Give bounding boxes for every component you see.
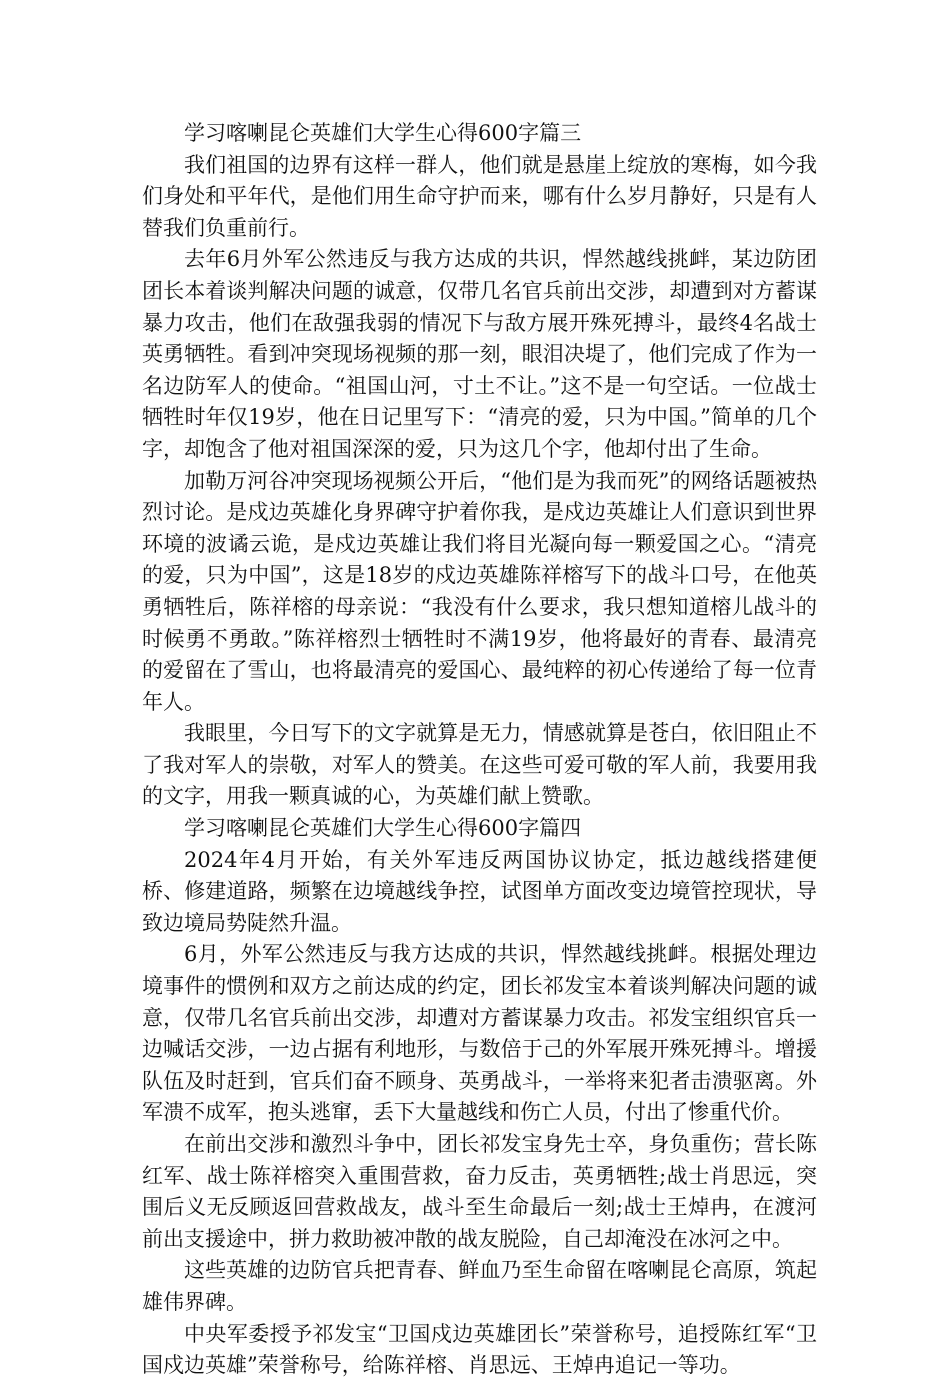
section-heading: 学习喀喇昆仑英雄们大学生心得600字篇四: [184, 816, 582, 841]
paragraph: 去年6月外军公然违反与我方达成的共识，悍然越线挑衅，某边防团团长本着谈判解决问题的诚意，仅带几名官兵前出交涉，却遭到对方蓄谋暴力攻击，他们在敌强我弱的情况下与敌方展开殊死搏斗，最终4名战士英勇牺牲。看到冲突现场视频的那一刻，眼泪决堤了，他们完成了作为一名边防军人的使命。“祖国山河，寸土不让。”这不是一句空话。一位战士牺牲时年仅19岁，他在日记里写下：“清亮的爱，只为中国。”简单的几个字，却饱含了他对祖国深深的爱，只为这几个字，他却付出了生命。: [142, 247, 817, 461]
paragraph: 我眼里，今日写下的文字就算是无力，情感就算是苍白，依旧阻止不了我对军人的崇敬，对军人的赞美。在这些可爱可敬的军人前，我要用我的文字，用我一颗真诚的心，为英雄们献上赞歌。: [142, 721, 817, 809]
section-heading: 学习喀喇昆仑英雄们大学生心得600字篇三: [184, 121, 582, 145]
paragraph: 我们祖国的边界有这样一群人，他们就是悬崖上绽放的寒梅，如今我们身处和平年代，是他们用生命守护而来，哪有什么岁月静好，只是有人替我们负重前行。: [142, 152, 817, 240]
section-three: [142, 118, 817, 813]
paragraph: 在前出交涉和激烈斗争中，团长祁发宝身先士卒，身负重伤；营长陈红军、战士陈祥榕突入重围营救，奋力反击，英勇牺牲;战士肖思远，突围后义无反顾返回营救战友，战斗至生命最后一刻;战士王焯冉，在渡河前出支援途中，拼力救助被冲散的战友脱险，自己却淹没在冰河之中。: [142, 1132, 817, 1251]
document-page: [142, 118, 817, 1382]
paragraph: 加勒万河谷冲突现场视频公开后，“他们是为我而死”的网络话题被热烈讨论。是戍边英雄化身界碑守护着你我，是戍边英雄让人们意识到世界环境的波谲云诡，是戍边英雄让我们将目光凝向每一颗爱国之心。“清亮的爱，只为中国”，这是18岁的戍边英雄陈祥榕写下的战斗口号，在他英勇牺牲后，陈祥榕的母亲说：“我没有什么要求，我只想知道榕儿战斗的时候勇不勇敢。”陈祥榕烈士牺牲时不满19岁，他将最好的青春、最清亮的爱留在了雪山，也将最清亮的爱国心、最纯粹的初心传递给了每一位青年人。: [142, 468, 817, 714]
paragraph: 这些英雄的边防官兵把青春、鲜血乃至生命留在喀喇昆仑高原，筑起雄伟界碑。: [142, 1258, 817, 1314]
paragraph: 中央军委授予祁发宝“卫国戍边英雄团长”荣誉称号，追授陈红军“卫国戍边英雄”荣誉称号，给陈祥榕、肖思远、王焯冉追记一等功。: [142, 1321, 817, 1378]
section-four: [142, 813, 817, 1382]
paragraph: 6月，外军公然违反与我方达成的共识，悍然越线挑衅。根据处理边境事件的惯例和双方之前达成的约定，团长祁发宝本着谈判解决问题的诚意，仅带几名官兵前出交涉，却遭对方蓄谋暴力攻击。祁发宝组织官兵一边喊话交涉，一边占据有利地形，与数倍于己的外军展开殊死搏斗。增援队伍及时赶到，官兵们奋不顾身、英勇战斗，一举将来犯者击溃驱离。外军溃不成军，抱头逃窜，丢下大量越线和伤亡人员，付出了惨重代价。: [142, 942, 817, 1125]
paragraph: 2024年4月开始，有关外军违反两国协议协定，抵边越线搭建便桥、修建道路，频繁在边境越线争控，试图单方面改变边境管控现状，导致边境局势陡然升温。: [142, 847, 817, 935]
